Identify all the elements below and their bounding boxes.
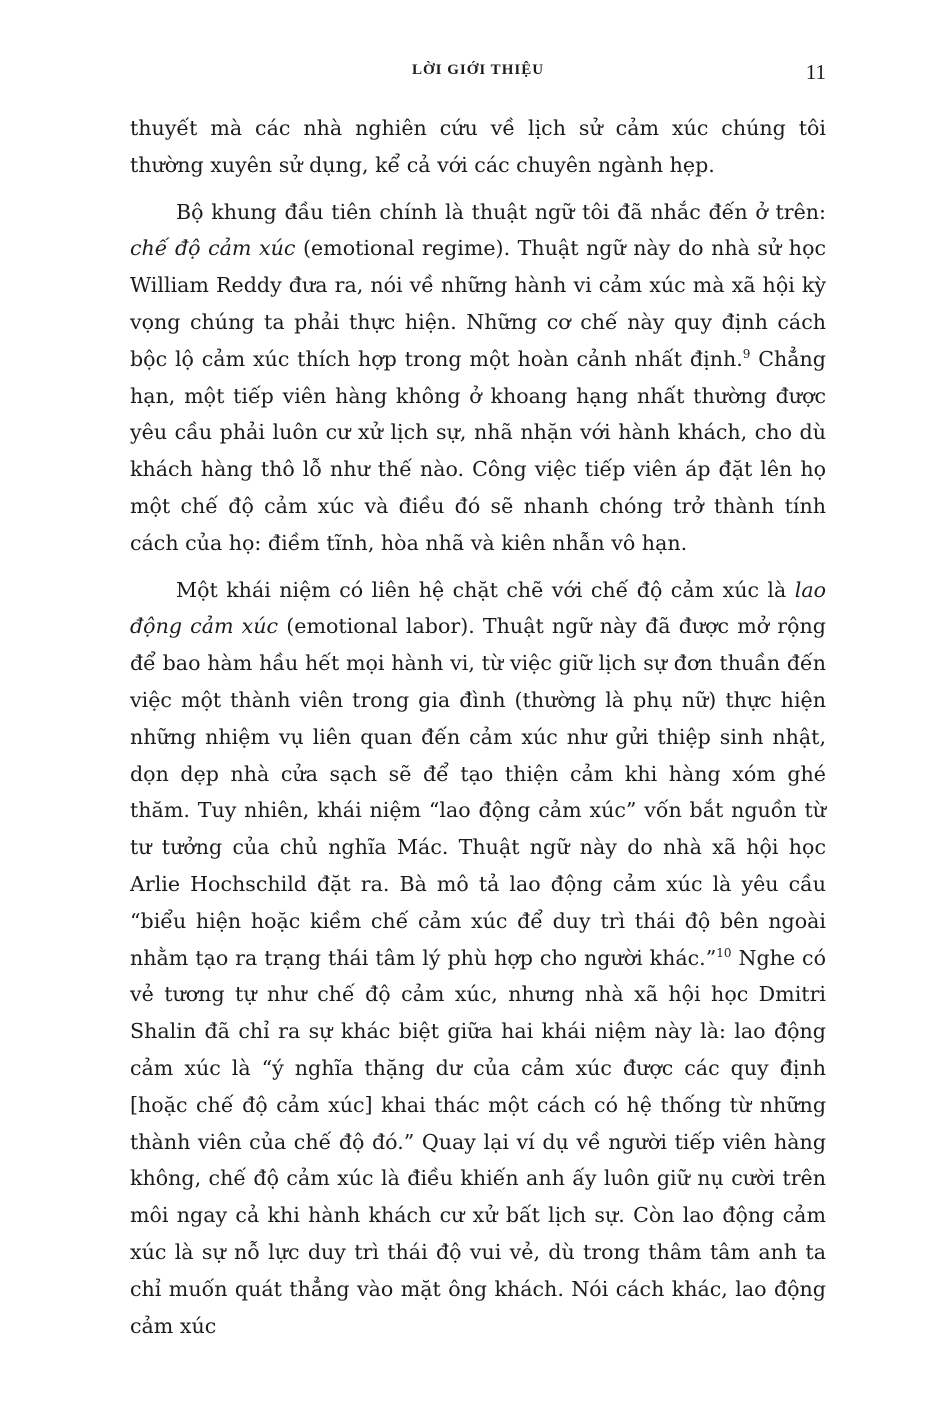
paragraph-continuation — [130, 110, 826, 184]
italic-term: lao động cảm xúc — [130, 577, 826, 639]
paragraph-emotional-regime — [130, 194, 826, 562]
body-text — [130, 110, 826, 1344]
paragraph-text: Chẳng hạn, một tiếp viên hàng không ở khoang hạng nhất thường được yêu cầu phải luôn cư xử lịch sự, nhã nhặn với hành khách, cho dù khách hàng thô lỗ như thế nào. Công việc tiếp viên áp đặt lên họ một chế độ cảm xúc và điều đó sẽ nhanh chóng trở thành tính cách của họ: điềm tĩnh, hòa nhã và kiên nhẫn vô hạn. — [130, 346, 826, 555]
page-header — [130, 62, 826, 92]
footnote-marker: 10 — [716, 945, 732, 960]
page-number: 11 — [805, 60, 826, 84]
paragraph-emotional-labor — [130, 572, 826, 1345]
running-title: LỜI GIỚI THIỆU — [411, 62, 545, 78]
paragraph-text: Bộ khung đầu tiên chính là thuật ngữ tôi đã nhắc đến ở trên: — [176, 199, 826, 224]
paragraph-text: Một khái niệm có liên hệ chặt chẽ với chế độ cảm xúc là — [176, 577, 795, 602]
paragraph-text: thuyết mà các nhà nghiên cứu về lịch sử cảm xúc chúng tôi thường xuyên sử dụng, kể cả với các chuyên ngành hẹp. — [130, 116, 826, 177]
paragraph-text: (emotional regime). Thuật ngữ này do nhà sử học William Reddy đưa ra, nói về những hành vi cảm xúc mà xã hội kỳ vọng chúng ta phải thực hiện. Những cơ chế này quy định cách bộc lộ cảm xúc thích hợp trong một hoàn cảnh nhất định. — [130, 236, 827, 371]
footnote-marker: 9 — [742, 346, 751, 361]
paragraph-text: Nghe có vẻ tương tự như chế độ cảm xúc, nhưng nhà xã hội học Dmitri Shalin đã chỉ ra sự khác biệt giữa hai khái niệm này là: lao động cảm xúc là “ý nghĩa thặng dư của cảm xúc được các quy định [hoặc chế độ cảm xúc] khai thác một cách có hệ thống từ những thành viên của chế độ đó.” Quay lại ví dụ về người tiếp viên hàng không, chế độ cảm xúc là điều khiến anh ấy luôn giữ nụ cười trên môi ngay cả khi hành khách cư xử bất lịch sự. Còn lao động cảm xúc là sự nỗ lực duy trì thái độ vui vẻ, dù trong thâm tâm anh ta chỉ muốn quát thẳng vào mặt ông khách. Nói cách khác, lao động cảm xúc — [130, 945, 826, 1338]
paragraph-text: (emotional labor). Thuật ngữ này đã được mở rộng để bao hàm hầu hết mọi hành vi, từ việc giữ lịch sự đơn thuần đến việc một thành viên trong gia đình (thường là phụ nữ) thực hiện những nhiệm vụ liên quan đến cảm xúc như gửi thiệp sinh nhật, dọn dẹp nhà cửa sạch sẽ để tạo thiện cảm khi hàng xóm ghé thăm. Tuy nhiên, khái niệm “lao động cảm xúc” vốn bắt nguồn từ tư tưởng của chủ nghĩa Mác. Thuật ngữ này do nhà xã hội học Arlie Hochschild đặt ra. Bà mô tả lao động cảm xúc là yêu cầu “biểu hiện hoặc kiềm chế cảm xúc để duy trì thái độ bên ngoài nhằm tạo ra trạng thái tâm lý phù hợp cho người khác.” — [130, 614, 826, 970]
italic-term: chế độ cảm xúc — [130, 236, 296, 261]
